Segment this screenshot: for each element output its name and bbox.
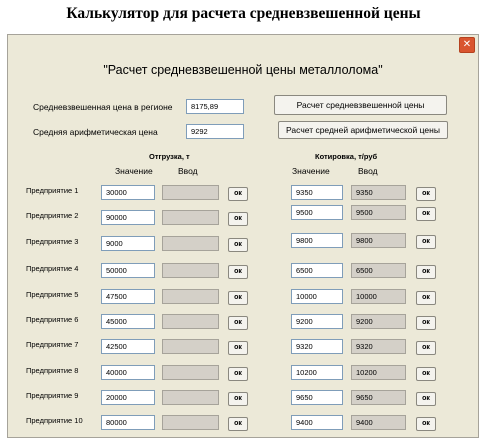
average-price-field[interactable]: 9292 (186, 124, 244, 139)
quote-input-field[interactable]: 9400 (351, 415, 406, 430)
quote-ok-button[interactable]: ок (416, 187, 436, 201)
shipment-ok-button[interactable]: ок (228, 291, 248, 305)
quote-input-field[interactable]: 10000 (351, 289, 406, 304)
shipment-input-field[interactable] (162, 314, 219, 329)
enterprise-row (8, 314, 478, 330)
shipment-ok-button[interactable]: ок (228, 238, 248, 252)
quote-input-field[interactable]: 9350 (351, 185, 406, 200)
enterprise-row (8, 289, 478, 305)
quote-ok-button[interactable]: ок (416, 417, 436, 431)
shipment-value-field[interactable]: 45000 (101, 314, 155, 329)
shipment-input-field[interactable] (162, 390, 219, 405)
quote-value-field[interactable]: 9400 (291, 415, 343, 430)
shipment-ok-button[interactable]: ок (228, 316, 248, 330)
shipment-value-header: Значение (115, 166, 153, 176)
shipment-input-field[interactable] (162, 210, 219, 225)
quote-input-field[interactable]: 9650 (351, 390, 406, 405)
enterprise-label: Предприятие 2 (26, 211, 79, 220)
weighted-price-field[interactable]: 8175,89 (186, 99, 244, 114)
enterprise-row (8, 390, 478, 406)
shipment-ok-button[interactable]: ок (228, 187, 248, 201)
shipment-input-field[interactable] (162, 365, 219, 380)
quote-ok-button[interactable]: ок (416, 291, 436, 305)
quote-input-field[interactable]: 10200 (351, 365, 406, 380)
enterprise-row (8, 236, 478, 252)
enterprise-row (8, 185, 478, 201)
quote-value-field[interactable]: 10000 (291, 289, 343, 304)
calculator-form (7, 34, 479, 438)
quote-value-field[interactable]: 9800 (291, 233, 343, 248)
shipment-input-field[interactable] (162, 236, 219, 251)
quote-ok-button[interactable]: ок (416, 392, 436, 406)
enterprise-label: Предприятие 3 (26, 237, 79, 246)
quote-input-field[interactable]: 9500 (351, 205, 406, 220)
quote-ok-button[interactable]: ок (416, 207, 436, 221)
quote-value-field[interactable]: 9500 (291, 205, 343, 220)
calc-average-button[interactable]: Расчет средней арифметической цены (278, 121, 448, 139)
shipment-value-field[interactable]: 40000 (101, 365, 155, 380)
quote-ok-button[interactable]: ок (416, 367, 436, 381)
quote-value-field[interactable]: 9200 (291, 314, 343, 329)
shipment-ok-button[interactable]: ок (228, 265, 248, 279)
enterprise-label: Предприятие 10 (26, 416, 83, 425)
quote-ok-button[interactable]: ок (416, 316, 436, 330)
shipment-value-field[interactable]: 47500 (101, 289, 155, 304)
enterprise-label: Предприятие 7 (26, 340, 79, 349)
shipment-value-field[interactable]: 9000 (101, 236, 155, 251)
shipment-input-field[interactable] (162, 415, 219, 430)
enterprise-label: Предприятие 4 (26, 264, 79, 273)
quote-value-field[interactable]: 9320 (291, 339, 343, 354)
enterprise-row (8, 210, 478, 226)
shipment-input-field[interactable] (162, 185, 219, 200)
average-price-label: Средняя арифметическая цена (33, 127, 158, 137)
quote-title: Котировка, т/руб (315, 152, 378, 161)
quote-input-field[interactable]: 9800 (351, 233, 406, 248)
quote-value-field[interactable]: 10200 (291, 365, 343, 380)
quote-input-field[interactable]: 9320 (351, 339, 406, 354)
quote-value-field[interactable]: 6500 (291, 263, 343, 278)
shipment-value-field[interactable]: 20000 (101, 390, 155, 405)
shipment-value-field[interactable]: 80000 (101, 415, 155, 430)
shipment-input-field[interactable] (162, 289, 219, 304)
shipment-ok-button[interactable]: ок (228, 341, 248, 355)
enterprise-label: Предприятие 1 (26, 186, 79, 195)
shipment-input-header: Ввод (178, 166, 198, 176)
shipment-input-field[interactable] (162, 339, 219, 354)
quote-value-field[interactable]: 9650 (291, 390, 343, 405)
quote-input-field[interactable]: 6500 (351, 263, 406, 278)
shipment-ok-button[interactable]: ок (228, 417, 248, 431)
shipment-ok-button[interactable]: ок (228, 212, 248, 226)
enterprise-row (8, 415, 478, 431)
quote-ok-button[interactable]: ок (416, 265, 436, 279)
shipment-value-field[interactable]: 30000 (101, 185, 155, 200)
enterprise-row (8, 263, 478, 279)
shipment-value-field[interactable]: 42500 (101, 339, 155, 354)
close-icon[interactable]: ✕ (459, 37, 475, 53)
quote-value-header: Значение (292, 166, 330, 176)
quote-value-field[interactable]: 9350 (291, 185, 343, 200)
shipment-ok-button[interactable]: ок (228, 367, 248, 381)
quote-input-header: Ввод (358, 166, 378, 176)
enterprise-row (8, 365, 478, 381)
enterprise-label: Предприятие 9 (26, 391, 79, 400)
quote-input-field[interactable]: 9200 (351, 314, 406, 329)
quote-ok-button[interactable]: ок (416, 341, 436, 355)
weighted-price-label: Средневзвешенная цена в регионе (33, 102, 173, 112)
shipment-title: Отгрузка, т (149, 152, 190, 161)
enterprise-label: Предприятие 8 (26, 366, 79, 375)
form-heading: "Расчет средневзвешенной цены металлолома" (103, 63, 383, 77)
calc-weighted-button[interactable]: Расчет средневзвешенной цены (274, 95, 447, 115)
enterprise-label: Предприятие 6 (26, 315, 79, 324)
shipment-value-field[interactable]: 90000 (101, 210, 155, 225)
shipment-ok-button[interactable]: ок (228, 392, 248, 406)
shipment-input-field[interactable] (162, 263, 219, 278)
enterprise-row (8, 339, 478, 355)
enterprise-label: Предприятие 5 (26, 290, 79, 299)
quote-ok-button[interactable]: ок (416, 235, 436, 249)
shipment-value-field[interactable]: 50000 (101, 263, 155, 278)
document-title: Калькулятор для расчета средневзвешенной цены (66, 5, 421, 22)
